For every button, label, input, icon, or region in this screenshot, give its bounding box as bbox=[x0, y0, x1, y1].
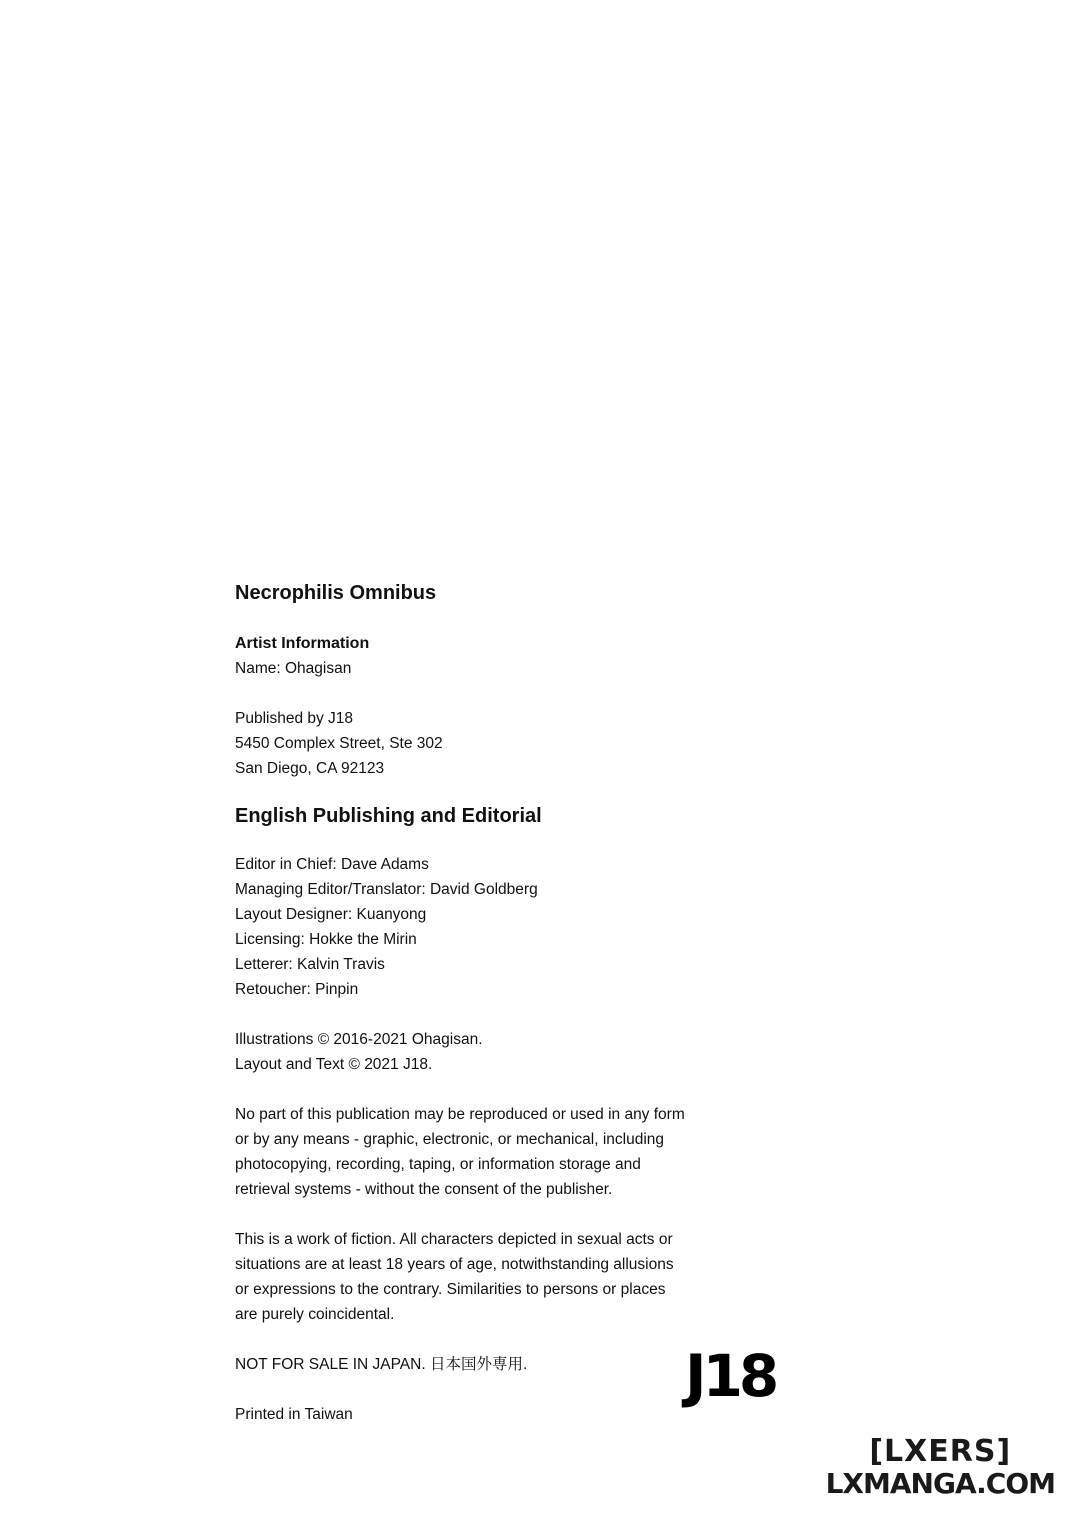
artist-heading: Artist Information bbox=[235, 635, 370, 652]
credit-line: Layout Designer: Kuanyong bbox=[235, 906, 427, 923]
book-title: Necrophilis Omnibus bbox=[235, 582, 437, 604]
rights-line: retrieval systems - without the consent of the publisher. bbox=[235, 1181, 613, 1198]
copyright-illustrations: Illustrations © 2016-2021 Ohagisan. bbox=[235, 1031, 483, 1048]
artist-name: Name: Ohagisan bbox=[235, 660, 352, 677]
rights-line: No part of this publication may be reproduced or used in any form bbox=[235, 1106, 685, 1123]
j18-logo: J18 bbox=[685, 1342, 776, 1410]
copyright-layout: Layout and Text © 2021 J18. bbox=[235, 1056, 433, 1073]
credit-line: Editor in Chief: Dave Adams bbox=[235, 856, 429, 873]
publisher-address-city: San Diego, CA 92123 bbox=[235, 760, 385, 777]
fiction-line: situations are at least 18 years of age, notwithstanding allusions bbox=[235, 1256, 674, 1273]
fiction-line: or expressions to the contrary. Similarities to persons or places bbox=[235, 1281, 666, 1298]
watermark bbox=[826, 1436, 1055, 1500]
editorial-heading: English Publishing and Editorial bbox=[235, 805, 542, 827]
watermark-top: [LXERS] bbox=[869, 1434, 1012, 1469]
fiction-line: are purely coincidental. bbox=[235, 1306, 395, 1323]
credit-line: Letterer: Kalvin Travis bbox=[235, 956, 385, 973]
printed-in: Printed in Taiwan bbox=[235, 1406, 353, 1423]
colophon bbox=[235, 578, 715, 1427]
credit-line: Managing Editor/Translator: David Goldberg bbox=[235, 881, 538, 898]
watermark-bottom: LXMANGA.COM bbox=[825, 1467, 1055, 1500]
sale-notice: NOT FOR SALE IN JAPAN. 日本国外専用. bbox=[235, 1356, 528, 1373]
rights-line: photocopying, recording, taping, or information storage and bbox=[235, 1156, 641, 1173]
fiction-line: This is a work of fiction. All characters depicted in sexual acts or bbox=[235, 1231, 673, 1248]
publisher-address-street: 5450 Complex Street, Ste 302 bbox=[235, 735, 443, 752]
credit-line: Retoucher: Pinpin bbox=[235, 981, 359, 998]
rights-line: or by any means - graphic, electronic, or mechanical, including bbox=[235, 1131, 665, 1148]
credit-line: Licensing: Hokke the Mirin bbox=[235, 931, 417, 948]
publisher-line: Published by J18 bbox=[235, 710, 354, 727]
